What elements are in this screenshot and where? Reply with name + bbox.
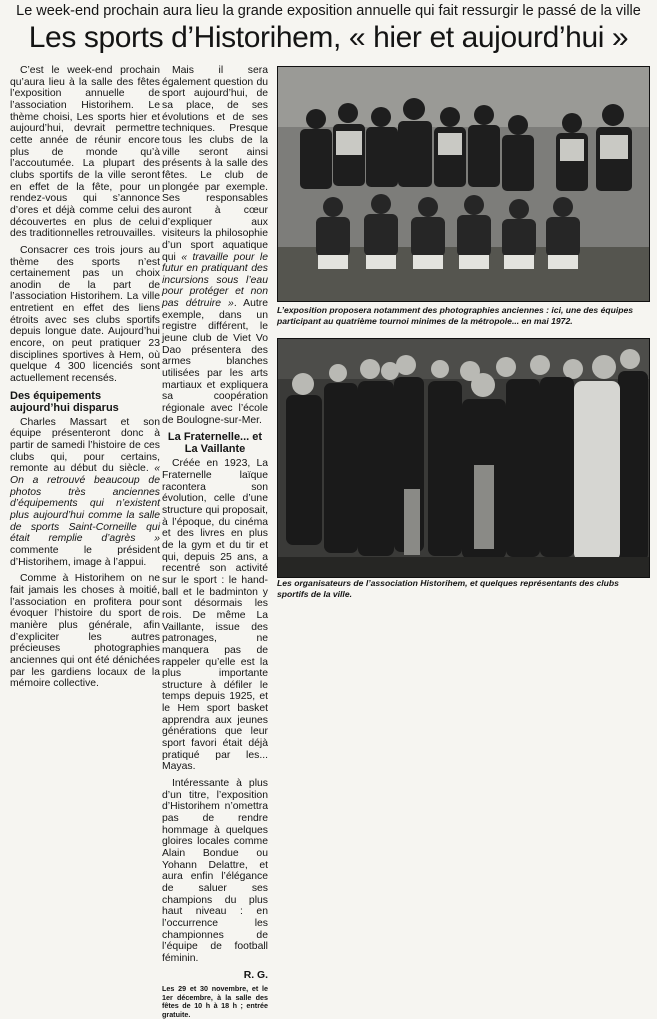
article-column-1 — [10, 65, 160, 695]
team-photo-1972 — [277, 66, 650, 302]
paragraph: Mais il sera également question du sport aujourd’hui, de sa place, de ses évolutions et de ses techniques. Presque tous les clubs de la ville seront ainsi présents à la salle des fêtes. Le club de plongée par exemple. Ses responsables auront à cœur d’expliquer aux visiteurs la philosophie d’un sport aquatique qui « travaille pour le futur en pratiquant des incursions sous l’eau pour protéger et non pas détruire ». Autre exemple, dans un registre différent, le jeune club de Viet Vo Dao présentera des armes blanches utilisées par les arts martiaux et expliquera sa coopération régionale avec l’école de Boulogne-sur-Mer. — [162, 65, 268, 426]
article-column-2 — [162, 65, 268, 1019]
paragraph: Charles Massart et son équipe présenteront donc à partir de samedi l’histoire de ces clubs qui, pour certains, remonte au début du siècle. « On a retrouvé beaucoup de photos très anciennes d’équipements qui n’existent plus aujourd’hui comme la salle de sports Saint-Corneille qui était remplie d’agrès » commente le président d’Historihem, image à l’appui. — [10, 416, 160, 568]
paragraph: C’est le week-end prochain qu’aura lieu à la salle des fêtes l’exposition annuelle de l’association Historihem. Le thème choisi, Les sports hier et aujourd’hui, devrait permettre cette année de réunir encore plus de monde qu’à l’accoutumée. La plupart des clubs sportifs de la ville seront en effet de la fête, pour un rendez-vous qui s’annonce d’ores et déjà comme celui des découvertes en plus de celui des traditionnelles retrouvailles. — [10, 65, 160, 240]
photo-caption: Les organisateurs de l’association Historihem, et quelques représentants des clubs sportifs de la ville. — [277, 578, 619, 599]
organizers-photo — [277, 338, 650, 578]
headline: Les sports d’Historihem, « hier et aujourd’hui » — [28, 21, 629, 54]
kicker: Le week-end prochain aura lieu la grande exposition annuelle qui fait ressurgir le passé de la ville — [16, 3, 641, 19]
photo-caption: L’exposition proposera notamment des photographies anciennes : ici, une des équipes participant au quatrième tournoi minimes de la métropole... en mai 1972. — [277, 305, 634, 326]
paragraph: Créée en 1923, La Fraternelle laïque racontera son évolution, celle d’une structure qui proposait, à l’époque, du cinéma et des livres en plus de la gym et du tir et qui, depuis 25 ans, a recentré son activité sur le sport : le hand-ball et le badminton y sont désormais les rois. De même La Vaillante, issue des patronages, ne manquera pas de rappeler qu’elle est la plus importante structure à défiler le temps depuis 1925, et le Hem sport basket apprendra aux jeunes générations que leur sport favori était déjà pratiqué par les... Mayas. — [162, 458, 268, 773]
subheading: Des équipements aujourd’hui disparus — [10, 389, 119, 414]
paragraph: Comme à Historihem on ne fait jamais les choses à moitié, l’association en profitera pour évoquer l’histoire du sport de manière plus générale, afin d’expliciter les autres précieuses photographies anciennes qui ont été dénichées par les gardiens locaux de la mémoire collective. — [10, 573, 160, 690]
signature: R. G. — [243, 969, 268, 981]
paragraph: Consacrer ces trois jours au thème des sports n’est certainement pas un choix anodin de la part de l’association Historihem. La ville entretient en effet des liens étroits avec ses clubs sportifs depuis longue date. Aujourd’hui encore, on peut pratiquer 23 disciplines sportives à Hem, où quelque 4 300 licenciés sont actuellement recensés. — [10, 244, 160, 385]
event-note: Les 29 et 30 novembre, et le 1er décembre, à la salle des fêtes de 10 h à 18 h ; entrée gratuite. — [162, 984, 268, 1019]
subheading: La Fraternelle... et La Vaillante — [167, 431, 263, 456]
paragraph: Intéressante à plus d’un titre, l’exposition d’Historihem n’omettra pas de rendre hommage à quelques gloires locales comme Alain Bondue ou Yohann Delattre, et aura enfin l’élégance de saluer ses champions du plus haut niveau : en l’occurrence les championnes de l’équipe de football féminin. — [162, 778, 268, 964]
